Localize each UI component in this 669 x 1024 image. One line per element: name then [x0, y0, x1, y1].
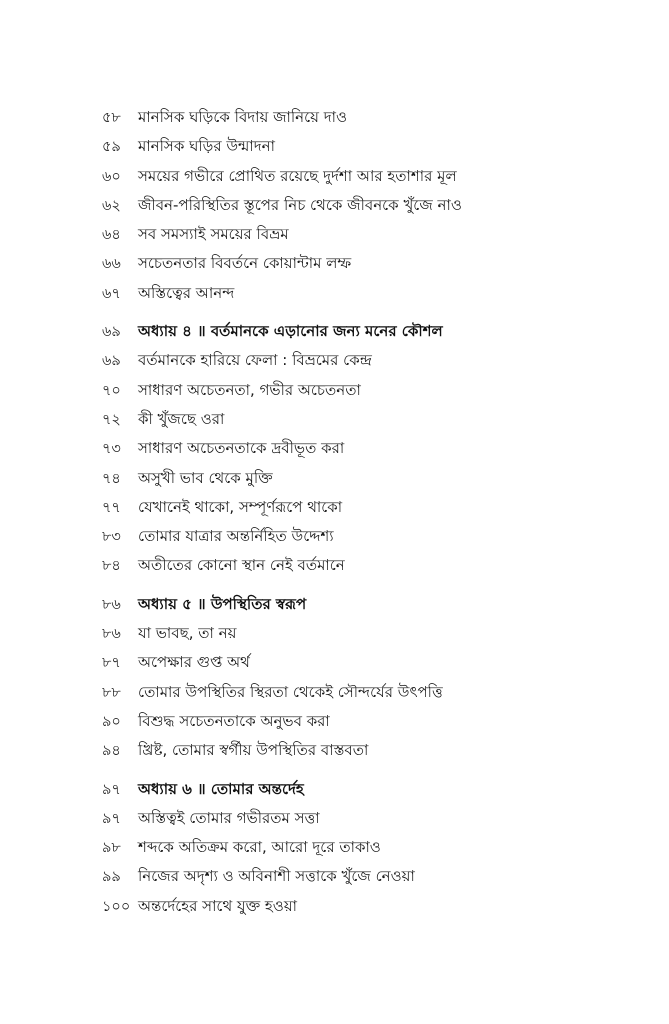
toc-entry: [102, 405, 582, 434]
entry-title: তোমার উপস্থিতির স্থিরতা থেকেই সৌন্দর্যের উৎপত্তি: [138, 682, 443, 701]
entry-title: অপেক্ষার গুপ্ত অর্থ: [138, 653, 250, 672]
page-number: ৬৯: [102, 324, 121, 341]
toc-entry: [102, 220, 582, 249]
chapter-heading: [102, 775, 582, 804]
toc-entry: [102, 279, 582, 308]
entry-title: অতীতের কোনো স্থান নেই বর্তমানে: [138, 556, 345, 575]
page-number: ৮৬: [102, 626, 121, 643]
entry-title: তোমার যাত্রার অন্তর্নিহিত উদ্দেশ্য: [138, 527, 334, 546]
toc-entry: [102, 103, 582, 132]
toc-entry: [102, 434, 582, 463]
table-of-contents: [102, 103, 582, 921]
entry-title: যেখানেই থাকো, সম্পূর্ণরূপে থাকো: [138, 497, 343, 516]
entry-title: সব সমস্যাই সময়ের বিভ্রম: [138, 225, 289, 244]
entry-title: শব্দকে অতিক্রম করো, আরো দূরে তাকাও: [138, 838, 381, 857]
toc-entry: [102, 191, 582, 220]
page-number: ৬৬: [102, 256, 121, 273]
entry-title: নিজের অদৃশ্য ও অবিনাশী সত্তাকে খুঁজে নেওয়া: [138, 867, 415, 886]
toc-entry: [102, 619, 582, 648]
page-number: ৯৭: [102, 781, 121, 798]
chapter-heading: [102, 590, 582, 619]
toc-entry: [102, 249, 582, 278]
page-number: ৬৪: [102, 227, 121, 244]
page-number: ৮৩: [102, 529, 121, 546]
toc-entry: [102, 522, 582, 551]
toc-entry: [102, 464, 582, 493]
entry-title: অস্তিত্বই তোমার গভীরতম সত্তা: [138, 808, 320, 827]
entry-title: সাধারণ অচেতনতাকে দ্রবীভূত করা: [138, 439, 345, 458]
page-number: ৭৭: [102, 499, 121, 516]
toc-entry: [102, 162, 582, 191]
toc-entry: [102, 132, 582, 161]
page-number: ৯৮: [102, 840, 121, 857]
chapter-title: অধ্যায় ৬ ॥ তোমার অন্তর্দেহ: [138, 779, 304, 798]
page-number: ৭৩: [102, 441, 121, 458]
page-number: ৭৪: [102, 470, 121, 487]
toc-entry: [102, 736, 582, 765]
entry-title: খ্রিষ্ট, তোমার স্বর্গীয় উপস্থিতির বাস্তবতা: [138, 741, 369, 760]
page-number: ৫৯: [102, 139, 121, 156]
toc-entry: [102, 833, 582, 862]
entry-title: বর্তমানকে হারিয়ে ফেলা : বিভ্রমের কেন্দ্র: [138, 351, 372, 370]
page-number: ৮৮: [102, 684, 121, 701]
entry-title: যা ভাবছ, তা নয়: [138, 624, 237, 643]
toc-entry: [102, 493, 582, 522]
toc-entry: [102, 707, 582, 736]
toc-entry: [102, 346, 582, 375]
toc-entry: [102, 678, 582, 707]
entry-title: অন্তর্দেহের সাথে যুক্ত হওয়া: [138, 896, 298, 915]
chapter-title: অধ্যায় ৫ ॥ উপস্থিতির স্বরূপ: [138, 594, 307, 613]
entry-title: মানসিক ঘড়ির উন্মাদনা: [138, 137, 275, 156]
page-number: ৫৮: [102, 110, 121, 126]
chapter-heading: [102, 317, 582, 346]
entry-title: সচেতনতার বিবর্তনে কোয়ান্টাম লম্ফ: [138, 254, 352, 273]
page-number: ৯৪: [102, 743, 121, 760]
page-number: ৯০: [102, 713, 121, 730]
toc-entry: [102, 862, 582, 891]
page-number: ৭০: [102, 382, 121, 399]
toc-entry: [102, 648, 582, 677]
entry-title: সময়ের গভীরে প্রোথিত রয়েছে দুর্দশা আর হতাশার মূল: [138, 166, 457, 185]
entry-title: জীবন-পরিস্থিতির স্তূপের নিচ থেকে জীবনকে খুঁজে নাও: [138, 195, 462, 214]
page-number: ৬০: [102, 168, 121, 185]
toc-entry: [102, 551, 582, 580]
entry-title: মানসিক ঘড়িকে বিদায় জানিয়ে দাও: [138, 108, 348, 126]
page-number: ৮৭: [102, 655, 121, 672]
entry-title: অসুখী ভাব থেকে মুক্তি: [138, 468, 273, 487]
page-number: ৬৭: [102, 285, 121, 302]
page-number: ১০০: [102, 898, 131, 915]
toc-entry: [102, 892, 582, 921]
toc-entry: [102, 804, 582, 833]
entry-title: অস্তিত্বের আনন্দ: [138, 283, 235, 302]
entry-title: বিশুদ্ধ সচেতনতাকে অনুভব করা: [138, 711, 330, 730]
page-number: ৬২: [102, 197, 121, 214]
page-number: ৮৬: [102, 596, 121, 613]
chapter-title: অধ্যায় ৪ ॥ বর্তমানকে এড়ানোর জন্য মনের কৌশল: [138, 322, 443, 341]
page-number: ৮৪: [102, 558, 121, 575]
page-number: ৯৯: [102, 869, 121, 886]
page-number: ৯৭: [102, 810, 121, 827]
entry-title: সাধারণ অচেতনতা, গভীর অচেতনতা: [138, 380, 361, 399]
page-number: ৬৯: [102, 353, 121, 370]
toc-entry: [102, 376, 582, 405]
entry-title: কী খুঁজছে ওরা: [138, 409, 225, 428]
page-number: ৭২: [102, 411, 121, 428]
